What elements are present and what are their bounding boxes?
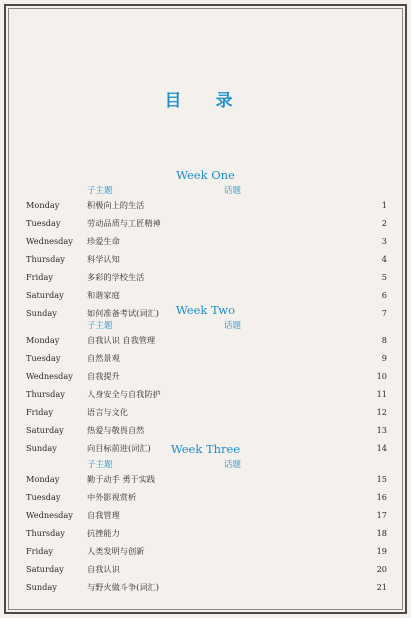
subtheme-label: 多彩的学校生活	[87, 272, 145, 282]
day-label: Sunday	[26, 308, 57, 318]
subtheme-label: 自我提升	[87, 371, 120, 381]
page-number: 14	[376, 443, 387, 453]
toc-row[interactable]	[0, 510, 411, 525]
column-header-subtheme: 子主题	[87, 186, 113, 196]
column-header-topic: 话题	[224, 186, 242, 196]
toc-row[interactable]	[0, 564, 411, 579]
toc-row[interactable]	[0, 474, 411, 489]
page-number: 17	[376, 510, 387, 520]
subtheme-label: 抗挫能力	[87, 528, 120, 538]
page-number: 16	[376, 492, 387, 502]
subtheme-label: 劳动品质与工匠精神	[87, 218, 161, 228]
subtheme-label: 人类发明与创新	[87, 546, 145, 556]
subtheme-label: 和谐家庭	[87, 290, 120, 300]
page-number: 3	[381, 236, 387, 246]
day-label: Thursday	[26, 254, 65, 264]
column-header-subtheme: 子主题	[87, 321, 113, 331]
toc-row[interactable]	[0, 371, 411, 386]
toc-row[interactable]	[0, 218, 411, 233]
day-label: Tuesday	[26, 218, 61, 228]
day-label: Thursday	[26, 389, 65, 399]
day-label: Saturday	[26, 564, 64, 574]
subtheme-label: 珍爱生命	[87, 236, 120, 246]
column-header-topic: 话题	[224, 460, 242, 470]
subtheme-label: 人身安全与自我防护	[87, 389, 161, 399]
toc-row[interactable]	[0, 492, 411, 507]
page-number: 18	[376, 528, 387, 538]
subtheme-label: 勤于动手 勇于实践	[87, 474, 156, 484]
subtheme-label: 自我认识 自我管理	[87, 335, 156, 345]
page-title: 目 录	[164, 91, 247, 111]
day-label: Friday	[26, 272, 53, 282]
subtheme-label: 科学认知	[87, 254, 120, 264]
subtheme-label: 如何准备考试(词汇)	[87, 308, 159, 318]
toc-row[interactable]	[0, 353, 411, 368]
toc-row[interactable]	[0, 335, 411, 350]
toc-row[interactable]	[0, 407, 411, 422]
week-heading: Week Two	[175, 303, 236, 317]
page-number: 1	[381, 200, 387, 210]
toc-row[interactable]	[0, 389, 411, 404]
day-label: Monday	[26, 335, 60, 345]
page-number: 20	[376, 564, 387, 574]
day-label: Wednesday	[26, 510, 73, 520]
page-number: 2	[381, 218, 387, 228]
page-number: 12	[376, 407, 387, 417]
day-label: Tuesday	[26, 353, 61, 363]
day-label: Friday	[26, 546, 53, 556]
subtheme-label: 语言与文化	[87, 407, 128, 417]
day-label: Tuesday	[26, 492, 61, 502]
subtheme-label: 向目标前进(词汇)	[87, 443, 151, 453]
subtheme-label: 与野火做斗争(词汇)	[87, 582, 159, 592]
page-number: 19	[376, 546, 387, 556]
toc-row[interactable]	[0, 546, 411, 561]
column-header-subtheme: 子主题	[87, 460, 113, 470]
page-number: 4	[381, 254, 387, 264]
page-number: 10	[376, 371, 387, 381]
page-number: 6	[381, 290, 387, 300]
subtheme-label: 中外影视赏析	[87, 492, 137, 502]
page-number: 5	[381, 272, 387, 282]
day-label: Wednesday	[26, 236, 73, 246]
page-number: 21	[376, 582, 387, 592]
toc-row[interactable]	[0, 236, 411, 251]
toc-row[interactable]	[0, 272, 411, 287]
day-label: Wednesday	[26, 371, 73, 381]
day-label: Saturday	[26, 290, 64, 300]
day-label: Monday	[26, 474, 60, 484]
toc-row[interactable]	[0, 254, 411, 269]
toc-row[interactable]	[0, 528, 411, 543]
page-number: 15	[376, 474, 387, 484]
subtheme-label: 自我管理	[87, 510, 120, 520]
page-number: 8	[381, 335, 387, 345]
day-label: Friday	[26, 407, 53, 417]
page-number: 9	[381, 353, 387, 363]
subtheme-label: 自我认识	[87, 564, 120, 574]
subtheme-label: 热爱与敬畏自然	[87, 425, 145, 435]
column-header-topic: 话题	[224, 321, 242, 331]
page-number: 7	[381, 308, 387, 318]
subtheme-label: 积极向上的生活	[87, 200, 145, 210]
subtheme-label: 自然景观	[87, 353, 120, 363]
day-label: Saturday	[26, 425, 64, 435]
page-number: 11	[376, 389, 387, 399]
week-heading: Week One	[176, 168, 235, 182]
day-label: Thursday	[26, 528, 65, 538]
day-label: Sunday	[26, 582, 57, 592]
toc-row[interactable]	[0, 425, 411, 440]
week-heading: Week Three	[170, 442, 241, 456]
day-label: Sunday	[26, 443, 57, 453]
toc-row[interactable]	[0, 582, 411, 597]
toc-row[interactable]	[0, 200, 411, 215]
page-number: 13	[376, 425, 387, 435]
day-label: Monday	[26, 200, 60, 210]
